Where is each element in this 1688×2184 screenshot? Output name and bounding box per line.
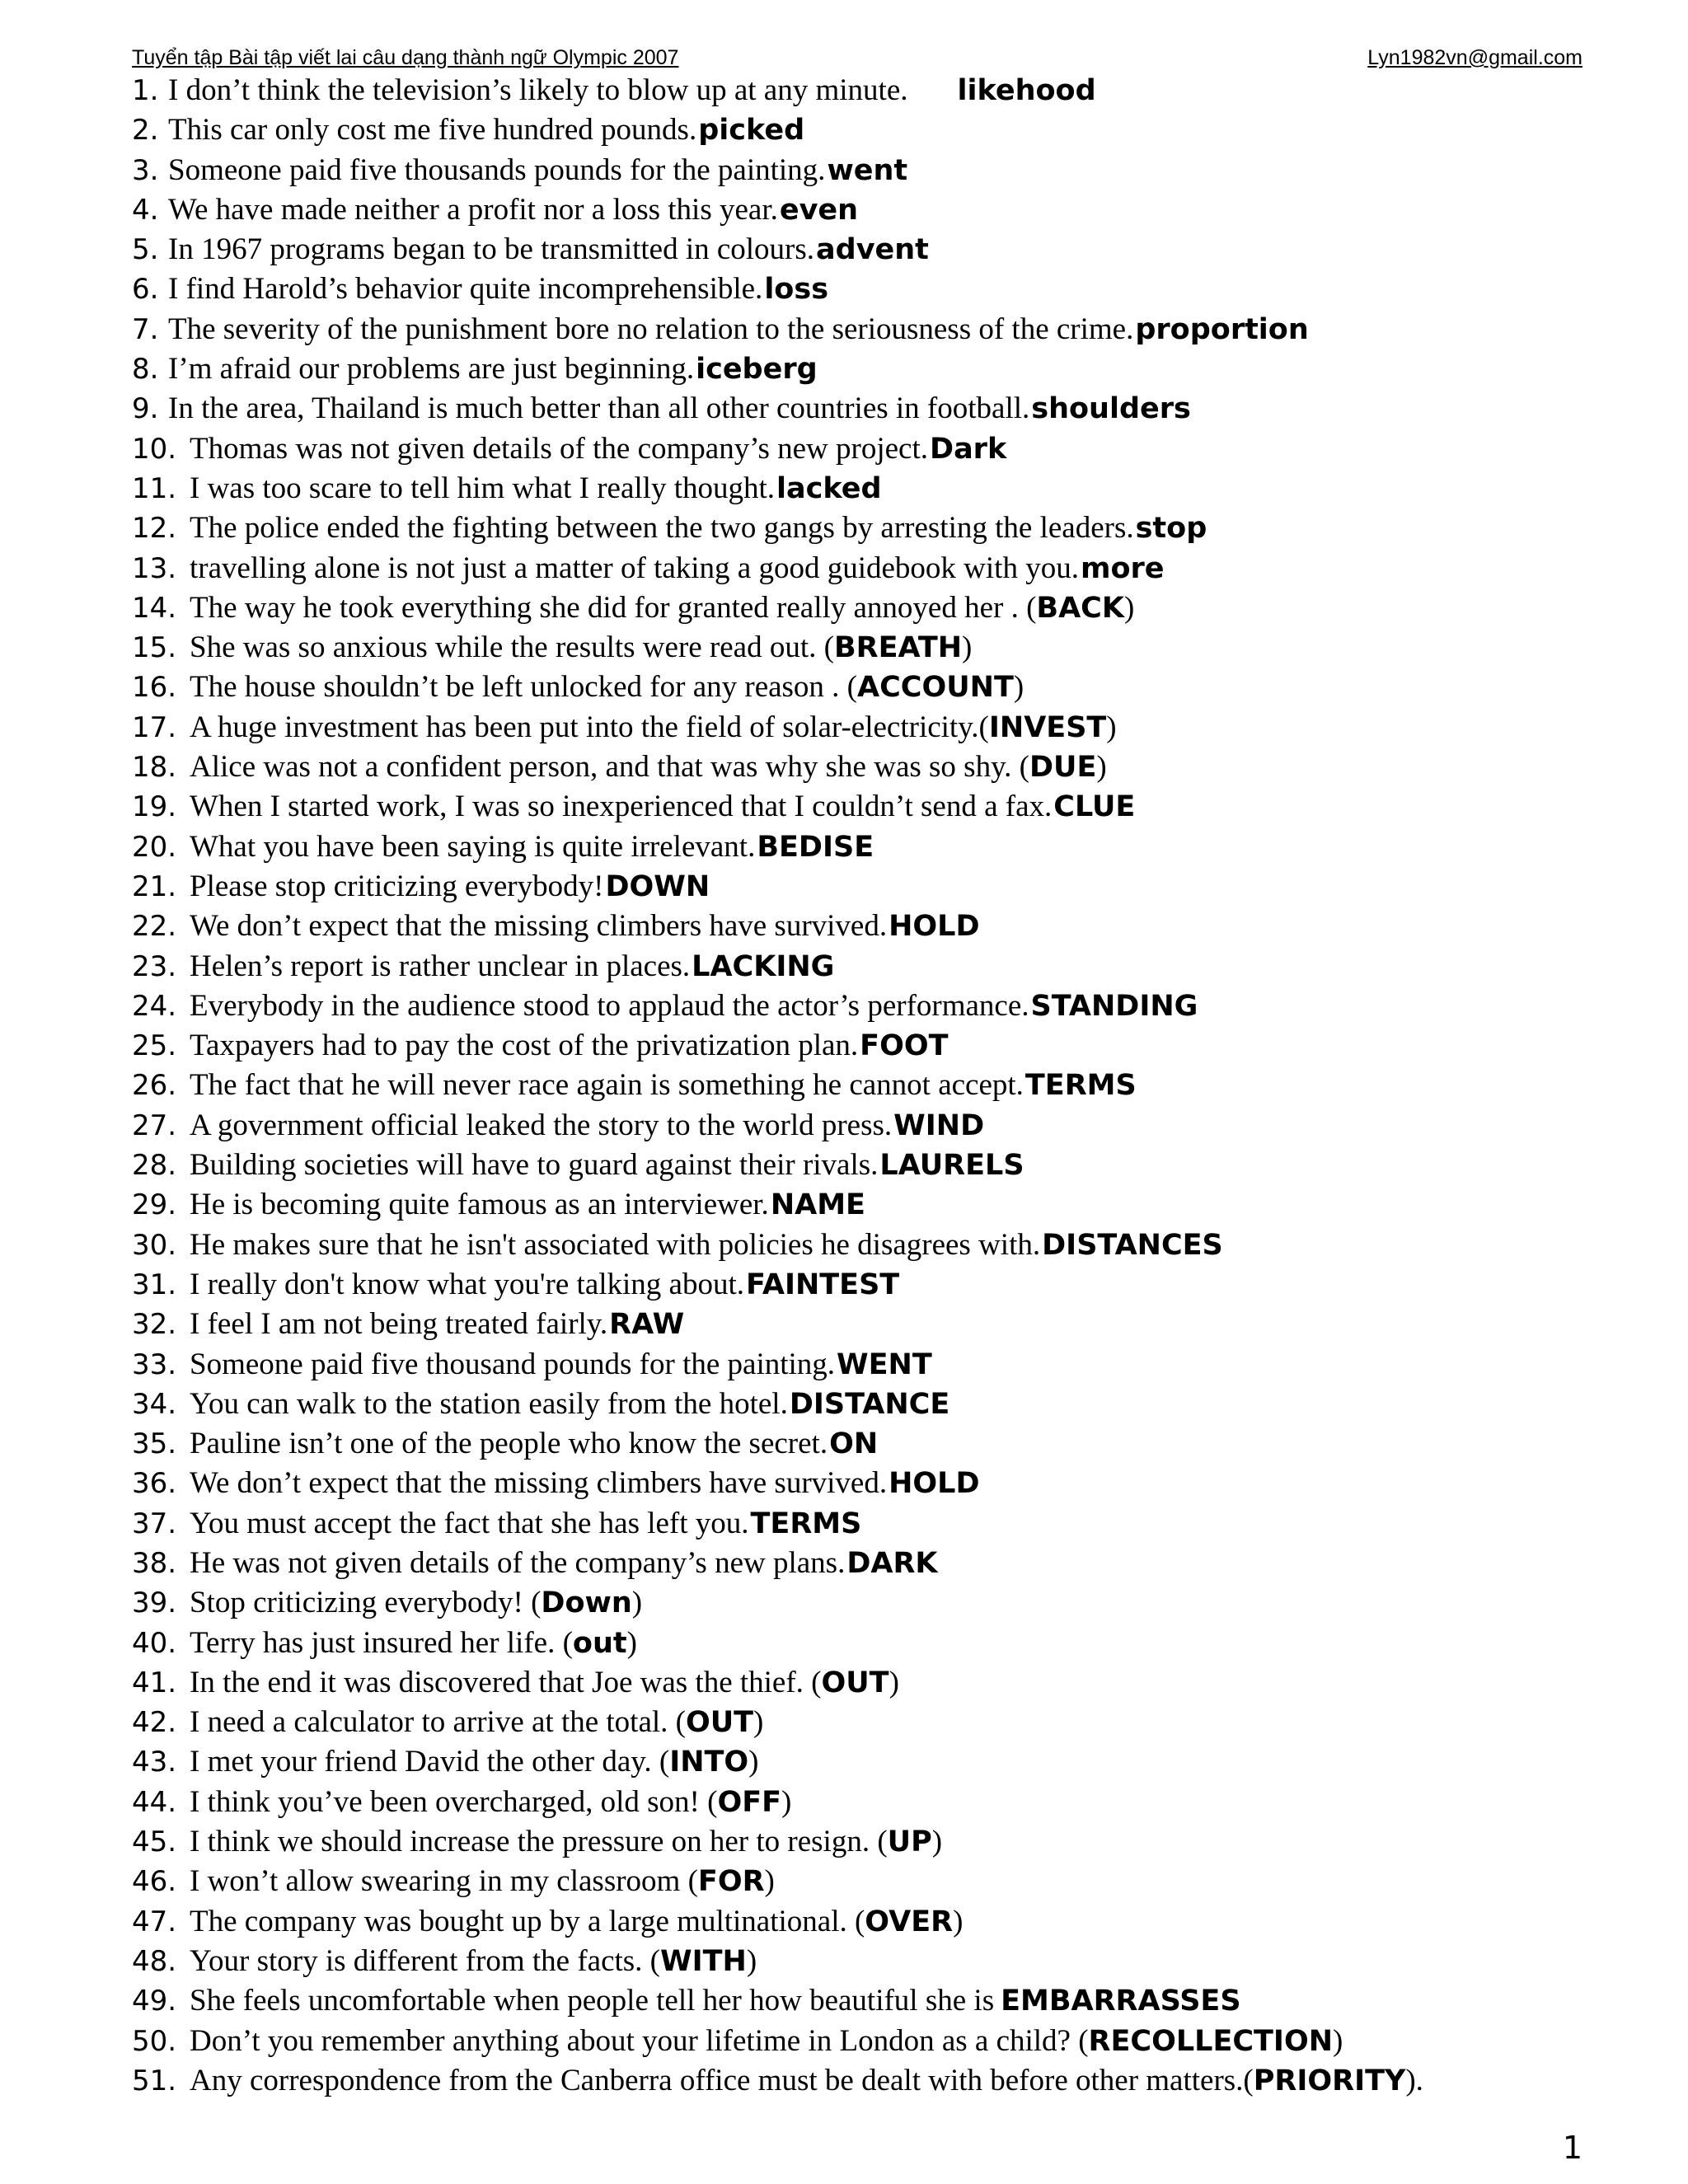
item-number: 8. <box>132 353 159 387</box>
item-sentence: Stop criticizing everybody! ( <box>190 1586 542 1620</box>
item-sentence: We have made neither a profit nor a loss this year. <box>168 192 778 227</box>
exercise-item <box>132 588 1640 628</box>
item-closing: ) <box>631 1586 643 1620</box>
exercise-item <box>132 1226 1640 1265</box>
exercise-item <box>132 987 1640 1026</box>
exercise-item <box>132 1146 1640 1185</box>
item-closing: ) <box>1013 670 1025 705</box>
item-keyword: Down <box>541 1586 632 1620</box>
item-sentence: Please stop criticizing everybody! <box>190 869 604 903</box>
item-sentence: You must accept the fact that she has left you. <box>190 1506 749 1540</box>
item-number: 11. <box>132 471 177 505</box>
item-keyword: shoulders <box>1031 392 1191 426</box>
exercise-item <box>132 1345 1640 1385</box>
item-keyword: picked <box>698 114 805 148</box>
item-number: 3. <box>132 153 159 187</box>
exercise-item <box>132 1703 1640 1742</box>
item-keyword: WITH <box>660 1944 747 1978</box>
item-keyword: likehood <box>957 74 1096 107</box>
item-keyword: DARK <box>846 1546 938 1580</box>
exercise-item <box>132 1066 1640 1105</box>
item-keyword: proportion <box>1135 312 1309 346</box>
item-number: 16. <box>132 671 177 705</box>
exercise-item <box>132 1185 1640 1225</box>
item-keyword: HOLD <box>889 1467 980 1501</box>
item-closing: ) <box>781 1784 792 1819</box>
item-sentence: Thomas was not given details of the company’s new project. <box>190 431 929 466</box>
item-number: 14. <box>132 591 177 625</box>
item-keyword: UP <box>887 1825 932 1859</box>
exercise-item <box>132 190 1640 230</box>
item-sentence: Someone paid five thousand pounds for the painting. <box>190 1347 836 1381</box>
item-sentence: She feels uncomfortable when people tell her how beautiful she is <box>190 1984 995 2018</box>
item-number: 19. <box>132 790 177 824</box>
item-closing: ) <box>1096 750 1107 785</box>
item-number: 30. <box>132 1228 177 1262</box>
exercise-item <box>132 907 1640 946</box>
item-sentence: travelling alone is not just a matter of taking a good guidebook with you. <box>190 551 1079 585</box>
item-keyword: OVER <box>865 1905 954 1938</box>
item-sentence: I met your friend David the other day. ( <box>190 1745 670 1779</box>
item-number: 37. <box>132 1507 177 1540</box>
item-keyword: WIND <box>893 1108 985 1142</box>
item-keyword: FAINTEST <box>746 1268 900 1301</box>
item-keyword: iceberg <box>696 353 818 387</box>
item-number: 33. <box>132 1347 177 1381</box>
item-number: 5. <box>132 233 159 267</box>
item-keyword: BEDISE <box>757 830 874 864</box>
item-keyword: HOLD <box>889 910 980 944</box>
exercise-item <box>132 947 1640 987</box>
item-number: 21. <box>132 869 177 903</box>
exercise-item <box>132 1305 1640 1344</box>
item-number: 13. <box>132 551 177 585</box>
exercise-item <box>132 549 1640 588</box>
exercise-item <box>132 1742 1640 1782</box>
item-sentence: The house shouldn’t be left unlocked for any reason . ( <box>190 670 858 705</box>
item-closing: ) <box>764 1864 775 1899</box>
item-sentence: In 1967 programs began to be transmitted in colours. <box>168 232 815 267</box>
item-sentence: He makes sure that he isn't associated with policies he disagrees with. <box>190 1227 1041 1262</box>
item-closing: ) <box>626 1625 637 1660</box>
item-sentence: Any correspondence from the Canberra office must be dealt with before other matters.( <box>190 2063 1254 2097</box>
exercise-item <box>132 1544 1640 1583</box>
item-number: 49. <box>132 1985 177 2018</box>
item-number: 28. <box>132 1149 177 1183</box>
item-sentence: Someone paid five thousands pounds for the painting. <box>168 152 826 187</box>
exercise-item <box>132 429 1640 469</box>
item-keyword: ACCOUNT <box>857 671 1014 705</box>
item-number: 47. <box>132 1905 177 1938</box>
item-keyword: ON <box>829 1427 879 1461</box>
exercise-item <box>132 269 1640 309</box>
exercise-item <box>132 1981 1640 2021</box>
exercise-item <box>132 1464 1640 1503</box>
item-number: 25. <box>132 1029 177 1063</box>
item-sentence: Helen’s report is rather unclear in places. <box>190 949 691 983</box>
item-closing: ) <box>1124 590 1135 625</box>
item-keyword: out <box>572 1626 627 1660</box>
item-keyword: INVEST <box>988 710 1107 744</box>
exercise-item <box>132 349 1640 389</box>
item-keyword: more <box>1080 551 1165 585</box>
item-number: 42. <box>132 1706 177 1740</box>
exercise-item <box>132 1783 1640 1822</box>
item-sentence: I really don't know what you're talking about. <box>190 1267 745 1301</box>
item-number: 23. <box>132 949 177 983</box>
exercise-item <box>132 230 1640 269</box>
item-number: 27. <box>132 1108 177 1142</box>
exercise-item <box>132 1385 1640 1424</box>
item-keyword: DOWN <box>605 869 710 903</box>
item-sentence: Everybody in the audience stood to applaud the actor’s performance. <box>190 988 1029 1023</box>
item-sentence: The company was bought up by a large multinational. ( <box>190 1904 865 1938</box>
item-keyword: stop <box>1135 512 1207 546</box>
item-number: 44. <box>132 1785 177 1819</box>
item-number: 31. <box>132 1268 177 1301</box>
exercise-item <box>132 2061 1640 2101</box>
item-number: 35. <box>132 1427 177 1461</box>
item-sentence: I think we should increase the pressure on her to resign. ( <box>190 1825 888 1859</box>
item-closing: ) <box>1106 710 1117 744</box>
exercise-item <box>132 310 1640 349</box>
item-sentence: I think you’ve been overcharged, old son! ( <box>190 1784 718 1819</box>
exercise-item <box>132 110 1640 150</box>
item-sentence: This car only cost me five hundred pounds. <box>168 113 697 148</box>
item-sentence: What you have been saying is quite irrelevant. <box>190 829 756 864</box>
item-closing: ). <box>1405 2063 1423 2097</box>
item-number: 50. <box>132 2024 177 2058</box>
item-sentence: Taxpayers had to pay the cost of the privatization plan. <box>190 1029 859 1063</box>
item-keyword: OFF <box>717 1785 782 1819</box>
exercise-item <box>132 2022 1640 2061</box>
item-number: 48. <box>132 1944 177 1978</box>
item-keyword: even <box>779 193 859 227</box>
item-sentence: I was too scare to tell him what I really thought. <box>190 471 776 505</box>
item-sentence: I won’t allow swearing in my classroom ( <box>190 1864 698 1899</box>
exercise-item <box>132 1822 1640 1862</box>
item-keyword: STANDING <box>1030 989 1198 1023</box>
item-keyword: DISTANCES <box>1042 1228 1223 1262</box>
exercise-item <box>132 469 1640 509</box>
exercise-item <box>132 1424 1640 1464</box>
item-number: 2. <box>132 114 159 148</box>
item-sentence: He was not given details of the company’s new plans. <box>190 1545 846 1580</box>
item-sentence: The fact that he will never race again is something he cannot accept. <box>190 1068 1024 1103</box>
item-keyword: INTO <box>669 1746 749 1779</box>
item-keyword: advent <box>816 233 929 267</box>
item-closing: ) <box>953 1904 964 1938</box>
item-closing: ) <box>1333 2023 1343 2058</box>
item-sentence: She was so anxious while the results were read out. ( <box>190 630 834 665</box>
page-header <box>132 46 1582 74</box>
item-sentence: I don’t think the television’s likely to blow up at any minute. <box>168 73 908 107</box>
item-sentence: The way he took everything she did for granted really annoyed her . ( <box>190 590 1037 625</box>
item-number: 46. <box>132 1865 177 1899</box>
item-sentence: When I started work, I was so inexperienced that I couldn’t send a fax. <box>190 790 1053 824</box>
exercise-item <box>132 628 1640 668</box>
item-number: 38. <box>132 1546 177 1580</box>
item-number: 24. <box>132 989 177 1023</box>
exercise-item <box>132 1862 1640 1901</box>
item-sentence: Alice was not a confident person, and that was why she was so shy. ( <box>190 750 1029 785</box>
exercise-item <box>132 1624 1640 1663</box>
item-number: 41. <box>132 1666 177 1699</box>
item-keyword: RECOLLECTION <box>1088 2024 1333 2058</box>
header-title: Tuyển tập Bài tập viết lai câu dạng thành ngữ Olympic 2007 <box>132 46 679 69</box>
exercise-list <box>132 71 1640 2101</box>
item-keyword: BACK <box>1036 591 1124 625</box>
exercise-item <box>132 1942 1640 1981</box>
item-closing: ) <box>962 630 973 665</box>
exercise-item <box>132 827 1640 867</box>
item-sentence: I need a calculator to arrive at the total. ( <box>190 1705 686 1740</box>
item-keyword: DUE <box>1029 751 1097 785</box>
item-keyword: FOOT <box>860 1029 949 1063</box>
item-number: 26. <box>132 1069 177 1103</box>
item-number: 15. <box>132 631 177 665</box>
item-sentence: The severity of the punishment bore no relation to the seriousness of the crime. <box>168 312 1134 346</box>
item-number: 10. <box>132 432 177 466</box>
item-number: 18. <box>132 751 177 785</box>
exercise-item <box>132 787 1640 827</box>
item-keyword: loss <box>764 273 829 307</box>
item-sentence: The police ended the fighting between the two gangs by arresting the leaders. <box>190 511 1134 546</box>
item-keyword: LACKING <box>692 949 835 983</box>
item-keyword: NAME <box>770 1188 865 1222</box>
item-keyword: DISTANCE <box>789 1387 950 1421</box>
item-sentence: Building societies will have to guard against their rivals. <box>190 1148 879 1183</box>
item-number: 43. <box>132 1746 177 1779</box>
exercise-item <box>132 1265 1640 1305</box>
exercise-item <box>132 867 1640 907</box>
item-number: 39. <box>132 1586 177 1620</box>
exercise-item <box>132 509 1640 548</box>
item-sentence: In the area, Thailand is much better than all other countries in football. <box>168 391 1030 426</box>
item-sentence: He is becoming quite famous as an interviewer. <box>190 1188 769 1222</box>
item-keyword: WENT <box>837 1347 932 1381</box>
item-keyword: Dark <box>930 432 1007 466</box>
item-number: 45. <box>132 1825 177 1859</box>
item-keyword: OUT <box>821 1666 889 1699</box>
item-sentence: In the end it was discovered that Joe was the thief. ( <box>190 1665 822 1699</box>
item-closing: ) <box>889 1665 899 1699</box>
item-keyword: TERMS <box>750 1507 862 1540</box>
item-number: 51. <box>132 2064 177 2097</box>
item-keyword: CLUE <box>1053 790 1136 824</box>
item-sentence: Your story is different from the facts. ( <box>190 1943 661 1978</box>
exercise-item <box>132 1583 1640 1623</box>
exercise-item <box>132 1902 1640 1942</box>
item-number: 7. <box>132 312 159 346</box>
item-keyword: OUT <box>685 1706 754 1740</box>
item-number: 20. <box>132 830 177 864</box>
item-keyword: PRIORITY <box>1253 2064 1406 2097</box>
item-closing: ) <box>748 1745 759 1779</box>
exercise-item <box>132 389 1640 429</box>
item-number: 36. <box>132 1467 177 1501</box>
item-sentence: I find Harold’s behavior quite incomprehensible. <box>168 272 763 307</box>
item-closing: ) <box>931 1825 943 1859</box>
item-keyword: LAURELS <box>879 1149 1025 1183</box>
item-number: 17. <box>132 710 177 744</box>
item-number: 1. <box>132 74 159 107</box>
item-sentence: A huge investment has been put into the field of solar-electricity.( <box>190 710 989 744</box>
item-number: 4. <box>132 193 159 227</box>
item-number: 12. <box>132 512 177 546</box>
header-email: Lyn1982vn@gmail.com <box>1367 46 1582 69</box>
exercise-item <box>132 1663 1640 1703</box>
item-number: 32. <box>132 1308 177 1342</box>
exercise-item <box>132 1106 1640 1146</box>
item-sentence: A government official leaked the story to the world press. <box>190 1108 893 1142</box>
item-sentence: I’m afraid our problems are just beginning. <box>168 352 695 387</box>
item-keyword: EMBARRASSES <box>1001 1985 1241 2018</box>
exercise-item <box>132 1504 1640 1544</box>
item-sentence: We don’t expect that the missing climbers have survived. <box>190 909 888 944</box>
item-number: 22. <box>132 910 177 944</box>
item-number: 9. <box>132 392 159 426</box>
item-keyword: lacked <box>776 471 882 505</box>
item-closing: ) <box>753 1705 764 1740</box>
exercise-item <box>132 71 1640 110</box>
page-number: 1 <box>1562 2130 1582 2166</box>
exercise-item <box>132 748 1640 787</box>
item-keyword: TERMS <box>1025 1069 1137 1103</box>
item-closing: ) <box>746 1943 757 1978</box>
item-sentence: Don’t you remember anything about your lifetime in London as a child? ( <box>190 2023 1089 2058</box>
exercise-item <box>132 1026 1640 1066</box>
item-sentence: Pauline isn’t one of the people who know the secret. <box>190 1427 828 1461</box>
item-sentence: Terry has just insured her life. ( <box>190 1625 573 1660</box>
item-number: 40. <box>132 1626 177 1660</box>
item-keyword: went <box>827 153 908 187</box>
item-number: 6. <box>132 273 159 307</box>
item-number: 29. <box>132 1188 177 1222</box>
item-sentence: We don’t expect that the missing climbers have survived. <box>190 1466 888 1501</box>
item-sentence: You can walk to the station easily from the hotel. <box>190 1386 788 1421</box>
item-number: 34. <box>132 1387 177 1421</box>
exercise-item <box>132 151 1640 190</box>
item-keyword: RAW <box>609 1308 685 1342</box>
item-sentence: I feel I am not being treated fairly. <box>190 1307 608 1342</box>
item-keyword: FOR <box>697 1865 765 1899</box>
exercise-item <box>132 668 1640 707</box>
item-keyword: BREATH <box>833 631 963 665</box>
exercise-item <box>132 708 1640 748</box>
